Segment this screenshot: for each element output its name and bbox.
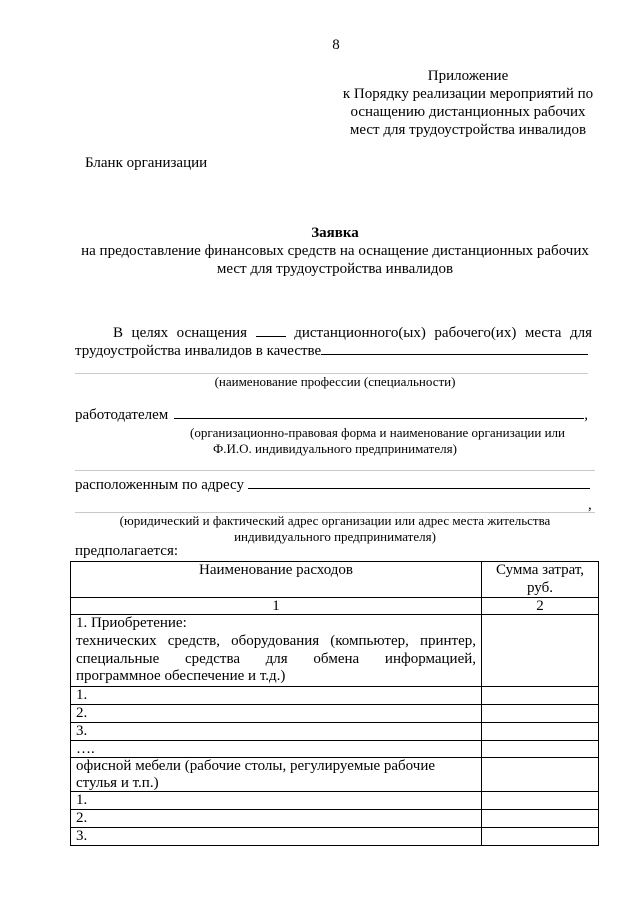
employer-caption-line: (организационно-правовая форма и наименование организации или bbox=[190, 425, 565, 440]
request-subtitle-line: на предоставление финансовых средств на оснащение дистанционных рабочих bbox=[81, 243, 589, 259]
request-heading bbox=[70, 224, 600, 278]
amount-cell bbox=[482, 705, 599, 723]
intro-line-2-text: трудоустройства инвалидов в качестве bbox=[75, 343, 322, 359]
expense-name-cell bbox=[71, 615, 482, 687]
profession-fill-line bbox=[321, 344, 588, 355]
address-caption-line: (юридический и фактический адрес организации или адрес места жительства bbox=[119, 513, 551, 528]
table-row bbox=[71, 615, 599, 687]
column-number: 1 bbox=[71, 598, 482, 615]
expense-name-cell: 3. bbox=[71, 723, 482, 741]
expense-line: стулья и т.п.) bbox=[76, 774, 159, 791]
amount-cell bbox=[482, 810, 599, 828]
address-caption bbox=[75, 513, 595, 545]
expense-line: 1. Приобретение: bbox=[76, 615, 187, 631]
expense-line: технических средств, оборудования (компьютер, принтер, bbox=[76, 632, 476, 649]
table-row bbox=[71, 723, 599, 741]
employer-label: работодателем bbox=[75, 407, 169, 423]
employer-caption-line: Ф.И.О. индивидуального предпринимателя) bbox=[213, 441, 457, 456]
address-line bbox=[75, 476, 590, 494]
table-row bbox=[71, 828, 599, 846]
table-row bbox=[71, 687, 599, 705]
intro-line-2 bbox=[75, 342, 588, 360]
appendix-line: к Порядку реализации мероприятий по bbox=[342, 86, 594, 102]
appendix-line: мест для трудоустройства инвалидов bbox=[349, 122, 587, 138]
header-expense-name-text: Наименование расходов bbox=[198, 562, 354, 578]
address-caption-line: индивидуального предпринимателя) bbox=[234, 529, 436, 544]
table-row bbox=[71, 810, 599, 828]
column-number: 2 bbox=[482, 598, 599, 615]
address-fill-line bbox=[248, 478, 590, 489]
expense-line: специальные средства для обмена информацией, bbox=[76, 650, 476, 667]
expense-name-cell bbox=[71, 758, 482, 792]
header-amount bbox=[482, 562, 599, 598]
header-amount-line: руб. bbox=[527, 579, 553, 596]
amount-cell bbox=[482, 792, 599, 810]
expense-name-cell: …. bbox=[71, 741, 482, 758]
appendix-line: оснащению дистанционных рабочих bbox=[350, 104, 586, 120]
expense-name-cell: 1. bbox=[71, 687, 482, 705]
expenses-table bbox=[70, 561, 599, 846]
employer-separator-line bbox=[75, 470, 595, 471]
header-amount-line: Сумма затрат, bbox=[495, 562, 585, 578]
table-header-row bbox=[71, 562, 599, 598]
expense-line: программное обеспечение и т.д.) bbox=[76, 668, 286, 685]
amount-cell bbox=[482, 615, 599, 687]
expense-name-cell: 2. bbox=[71, 810, 482, 828]
address-line-end: , bbox=[588, 497, 592, 513]
request-subtitle-line: мест для трудоустройства инвалидов bbox=[216, 261, 454, 277]
intro-line-1 bbox=[113, 324, 592, 342]
workplace-count-blank bbox=[256, 326, 286, 337]
table-row bbox=[71, 741, 599, 758]
expense-name-cell: 2. bbox=[71, 705, 482, 723]
expense-name-cell: 1. bbox=[71, 792, 482, 810]
amount-cell bbox=[482, 758, 599, 792]
employer-line bbox=[75, 406, 588, 424]
profession-caption: (наименование профессии (специальности) bbox=[214, 374, 456, 389]
table-row bbox=[71, 758, 599, 792]
amount-cell bbox=[482, 723, 599, 741]
amount-cell bbox=[482, 828, 599, 846]
intro-text-end: дистанционного(ых) рабочего(их) места для bbox=[294, 325, 593, 341]
table-row bbox=[71, 792, 599, 810]
appendix-block bbox=[338, 67, 598, 139]
amount-cell bbox=[482, 687, 599, 705]
expense-name-cell: 3. bbox=[71, 828, 482, 846]
request-title: Заявка bbox=[311, 225, 359, 241]
column-number-row bbox=[71, 598, 599, 615]
employer-fill-line bbox=[174, 408, 584, 419]
expense-line: офисной мебели (рабочие столы, регулируемые рабочие bbox=[76, 758, 436, 774]
header-expense-name bbox=[71, 562, 482, 598]
table-row bbox=[71, 705, 599, 723]
amount-cell bbox=[482, 741, 599, 758]
letterhead-label: Бланк организации bbox=[85, 155, 208, 171]
intro-text-start: В целях оснащения bbox=[113, 325, 248, 341]
closing-text: предполагается: bbox=[75, 543, 179, 559]
appendix-title: Приложение bbox=[427, 68, 509, 84]
employer-line-end: , bbox=[584, 407, 588, 423]
page-number: 8 bbox=[332, 37, 340, 53]
address-label: расположенным по адресу bbox=[75, 477, 245, 493]
